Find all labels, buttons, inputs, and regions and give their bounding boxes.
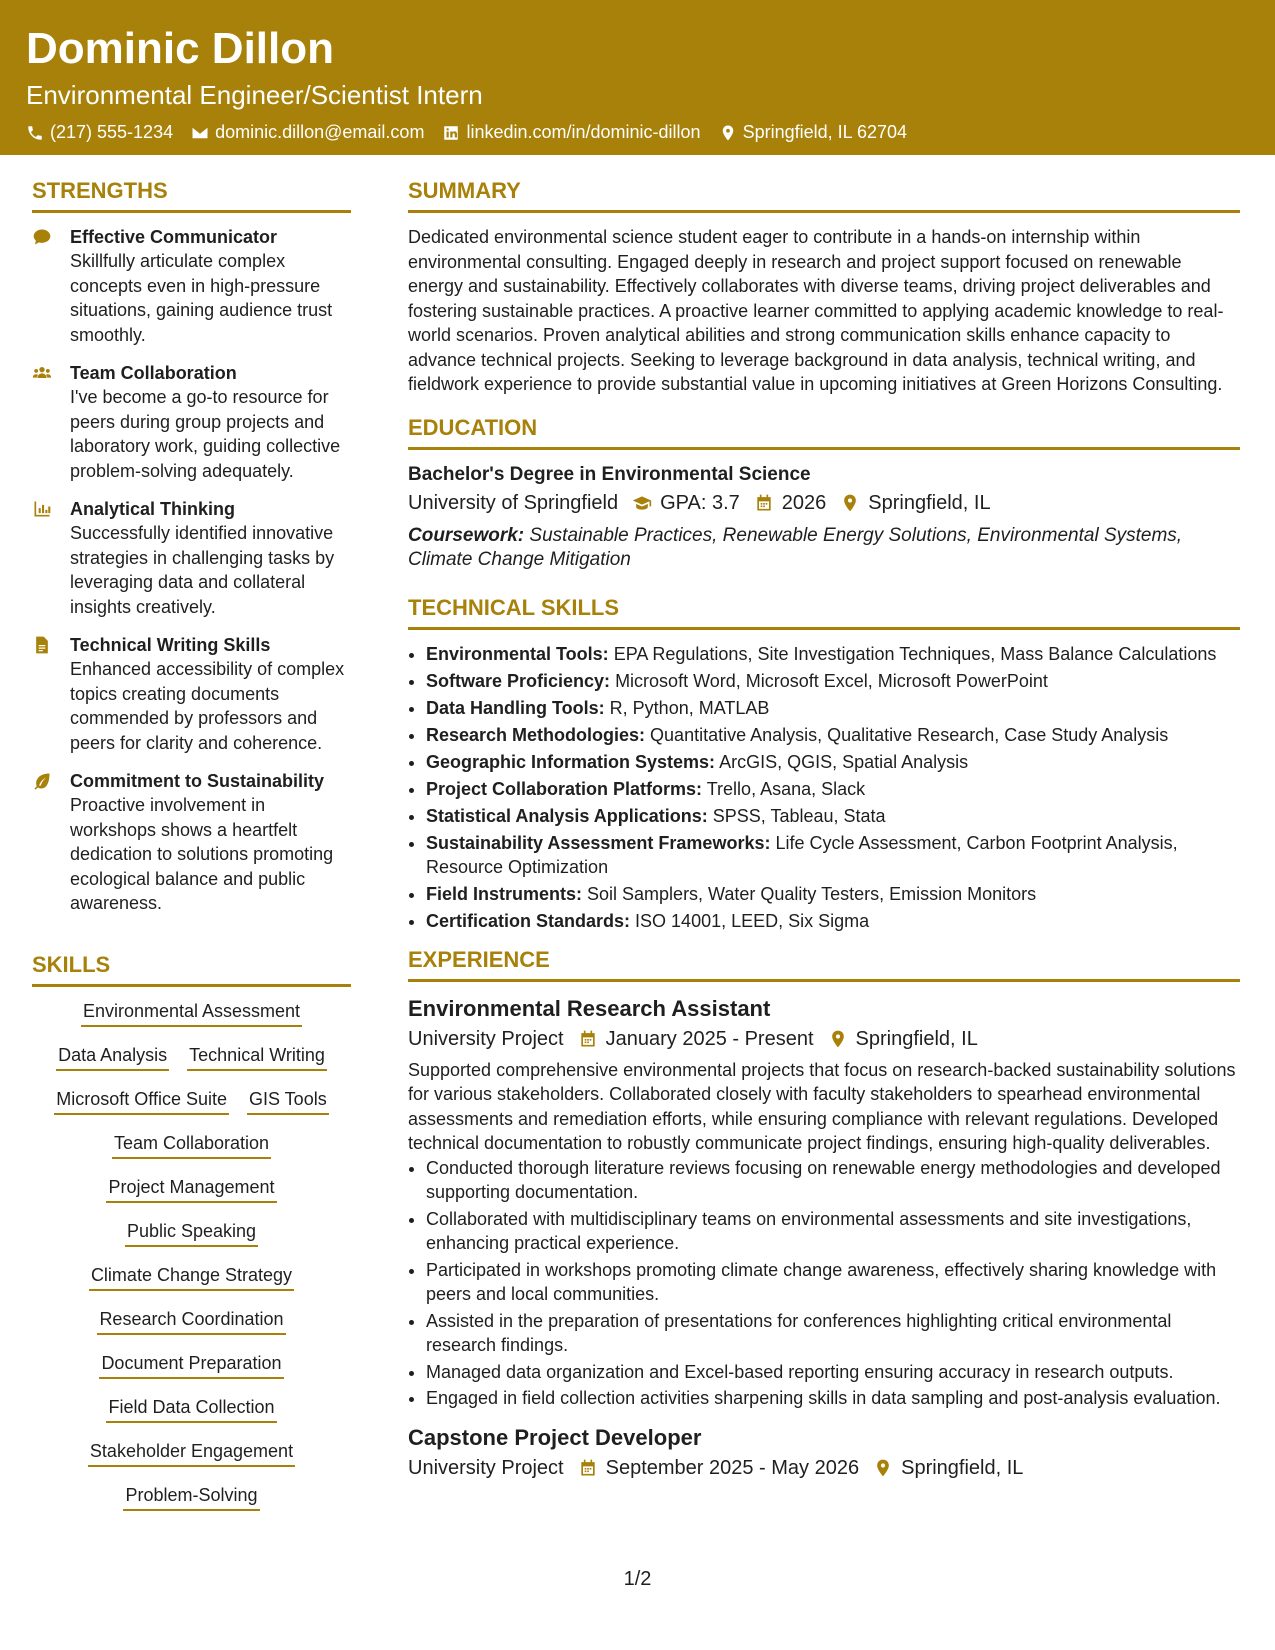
- strengths-heading: STRENGTHS: [32, 178, 168, 203]
- list-item: • Software Proficiency: Microsoft Word, Microsoft Excel, Microsoft PowerPoint: [426, 669, 1240, 693]
- section-divider: [32, 984, 351, 987]
- map-pin-icon: [873, 1458, 893, 1478]
- left-column: [32, 176, 351, 1511]
- job-bullets: [408, 1156, 1240, 1411]
- skills-list: [32, 999, 351, 1511]
- strength-description: Enhanced accessibility of complex topics creating documents commended by professors and peers for clarity and coherence.: [70, 659, 345, 753]
- candidate-title: Environmental Engineer/Scientist Intern: [26, 80, 483, 110]
- list-item: • Field Instruments: Soil Samplers, Water Quality Testers, Emission Monitors: [426, 882, 1240, 906]
- skill-tag: Field Data Collection: [106, 1395, 276, 1423]
- skill-tag: Data Analysis: [56, 1043, 169, 1071]
- skill-tag: Microsoft Office Suite: [54, 1087, 229, 1115]
- strength-item: [32, 361, 351, 483]
- email-text[interactable]: dominic.dillon@email.com: [215, 122, 425, 142]
- leaf-icon: [32, 771, 52, 791]
- list-item: • Participated in workshops promoting climate change awareness, effectively sharing knowledge with peers and local communities.: [426, 1258, 1240, 1307]
- summary-text: Dedicated environmental science student eager to contribute in a hands-on internship within environmental consulting. Engaged deeply in research and project support focused on renewable energy and sustainability. Effectively collaborates with diverse teams, driving project deliverables and fostering sustainable practices. A proactive learner committed to applying academic knowledge to real-world scenarios. Proven analytical abilities and strong communication skills enhance capacity to advance technical projects. Seeking to leverage background in data analysis, technical writing, and fieldwork experience to provide substantial value in upcoming initiatives at Green Horizons Consulting.: [408, 227, 1224, 394]
- section-divider: [32, 210, 351, 213]
- technical-skills-list: [408, 642, 1240, 933]
- skill-tag: Technical Writing: [187, 1043, 327, 1071]
- skill-tag: Public Speaking: [125, 1219, 258, 1247]
- strength-item: [32, 633, 351, 755]
- job-location: Springfield, IL: [855, 1027, 978, 1050]
- strength-title: Technical Writing Skills: [70, 635, 271, 655]
- skill-tag: Research Coordination: [97, 1307, 285, 1335]
- calendar-icon: [578, 1029, 598, 1049]
- list-item: • Statistical Analysis Applications: SPSS, Tableau, Stata: [426, 804, 1240, 828]
- page-number: 1/2: [623, 1568, 652, 1590]
- phone-text: (217) 555-1234: [50, 122, 174, 142]
- users-icon: [32, 363, 52, 383]
- bar-chart-icon: [32, 499, 52, 519]
- education-location: Springfield, IL: [868, 491, 991, 514]
- candidate-name: Dominic Dillon: [26, 24, 334, 73]
- map-pin-icon: [719, 124, 737, 142]
- calendar-icon: [578, 1458, 598, 1478]
- map-pin-icon: [828, 1029, 848, 1049]
- list-item: • Certification Standards: ISO 14001, LEED, Six Sigma: [426, 909, 1240, 933]
- skill-tag: Environmental Assessment: [81, 999, 302, 1027]
- envelope-icon: [191, 124, 209, 142]
- school-name: University of Springfield: [408, 491, 619, 514]
- strength-item: [32, 769, 351, 916]
- contact-phone: [26, 122, 173, 143]
- job-location: Springfield, IL: [901, 1456, 1024, 1479]
- contact-bar: [26, 122, 1249, 143]
- calendar-icon: [754, 493, 774, 513]
- list-item: • Collaborated with multidisciplinary teams on environmental assessments and site investigations, enhancing practical experience.: [426, 1207, 1240, 1256]
- job-summary: Supported comprehensive environmental projects that focus on research-backed sustainability solutions for various stakeholders. Collaborated closely with faculty stakeholders to spearhead environmental assessments and remediation efforts, while ensuring compliance with relevant regulations. Developed technical documentation to robustly communicate project findings, ensuring high-quality deliverables.: [408, 1059, 1236, 1153]
- graduation-year: 2026: [781, 491, 827, 514]
- coursework-label: Coursework:: [408, 524, 525, 546]
- contact-location: [719, 122, 907, 143]
- coursework: [408, 524, 1240, 573]
- job-dates: January 2025 - Present: [605, 1027, 814, 1050]
- list-item: • Managed data organization and Excel-based reporting ensuring accuracy in research outputs.: [426, 1360, 1240, 1385]
- summary-heading: SUMMARY: [408, 178, 521, 203]
- job-meta: [408, 1024, 1240, 1054]
- gpa: GPA: 3.7: [660, 491, 740, 514]
- list-item: • Assisted in the preparation of presentations for conferences highlighting critical environmental research findings.: [426, 1309, 1240, 1358]
- strength-item: [32, 497, 351, 619]
- strength-description: Skillfully articulate complex concepts even in high-pressure situations, gaining audience trust smoothly.: [70, 251, 333, 345]
- job-title: Environmental Research Assistant: [408, 995, 771, 1021]
- section-divider: [408, 979, 1240, 982]
- job-org: University Project: [408, 1456, 564, 1479]
- list-item: • Research Methodologies: Quantitative Analysis, Qualitative Research, Case Study Analysis: [426, 723, 1240, 747]
- strength-title: Effective Communicator: [70, 227, 278, 247]
- section-divider: [408, 210, 1240, 213]
- skills-heading: SKILLS: [32, 951, 111, 977]
- education-heading: EDUCATION: [408, 414, 538, 440]
- skill-tag: Stakeholder Engagement: [88, 1439, 295, 1467]
- section-divider: [408, 447, 1240, 450]
- graduation-cap-icon: [632, 493, 652, 513]
- section-divider: [408, 627, 1240, 630]
- job-meta: [408, 1453, 1240, 1483]
- skill-tag: Climate Change Strategy: [89, 1263, 294, 1291]
- strength-description: I've become a go-to resource for peers during group projects and laboratory work, guiding collective problem-solving adequately.: [70, 387, 341, 481]
- skill-tag: Problem-Solving: [123, 1483, 259, 1511]
- list-item: • Engaged in field collection activities sharpening skills in data sampling and post-analysis evaluation.: [426, 1386, 1240, 1411]
- skill-tag: Document Preparation: [99, 1351, 283, 1379]
- contact-email[interactable]: [191, 122, 424, 143]
- document-icon: [32, 635, 52, 655]
- skill-tag: Project Management: [106, 1175, 276, 1203]
- job-title: Capstone Project Developer: [408, 1424, 702, 1450]
- job-org: University Project: [408, 1027, 564, 1050]
- degree-title: Bachelor's Degree in Environmental Science: [408, 463, 811, 485]
- strength-description: Successfully identified innovative strategies in challenging tasks by leveraging data and collateral insights creatively.: [70, 523, 335, 617]
- coursework-list: Sustainable Practices, Renewable Energy Solutions, Environmental Systems, Climate Change Mitigation: [408, 524, 1183, 570]
- strength-item: [32, 225, 351, 347]
- experience-heading: EXPERIENCE: [408, 946, 550, 972]
- education-meta: [408, 488, 1240, 518]
- list-item: • Conducted thorough literature reviews focusing on renewable energy methodologies and developed supporting documentation.: [426, 1156, 1240, 1205]
- skill-tag: GIS Tools: [247, 1087, 329, 1115]
- list-item: • Data Handling Tools: R, Python, MATLAB: [426, 696, 1240, 720]
- list-item: • Geographic Information Systems: ArcGIS, QGIS, Spatial Analysis: [426, 750, 1240, 774]
- strength-title: Analytical Thinking: [70, 499, 236, 519]
- strength-description: Proactive involvement in workshops shows a heartfelt dedication to solutions promoting ecological balance and public awareness.: [70, 795, 334, 913]
- speech-bubble-icon: [32, 227, 52, 247]
- resume-header: [0, 0, 1275, 155]
- linkedin-text[interactable]: linkedin.com/in/dominic-dillon: [466, 122, 701, 142]
- strength-title: Commitment to Sustainability: [70, 771, 325, 791]
- location-text: Springfield, IL 62704: [742, 122, 908, 142]
- strength-title: Team Collaboration: [70, 363, 237, 383]
- list-item: • Project Collaboration Platforms: Trello, Asana, Slack: [426, 777, 1240, 801]
- phone-icon: [26, 124, 44, 142]
- contact-linkedin[interactable]: [442, 122, 700, 143]
- technical-skills-heading: TECHNICAL SKILLS: [408, 594, 620, 620]
- linkedin-icon: [442, 124, 460, 142]
- list-item: • Sustainability Assessment Frameworks: Life Cycle Assessment, Carbon Footprint Analysis, Resource Optimization: [426, 831, 1240, 879]
- list-item: • Environmental Tools: EPA Regulations, Site Investigation Techniques, Mass Balance Calculations: [426, 642, 1240, 666]
- skill-tag: Team Collaboration: [112, 1131, 271, 1159]
- map-pin-icon: [840, 493, 860, 513]
- right-column: [408, 176, 1240, 1483]
- job-dates: September 2025 - May 2026: [605, 1456, 860, 1479]
